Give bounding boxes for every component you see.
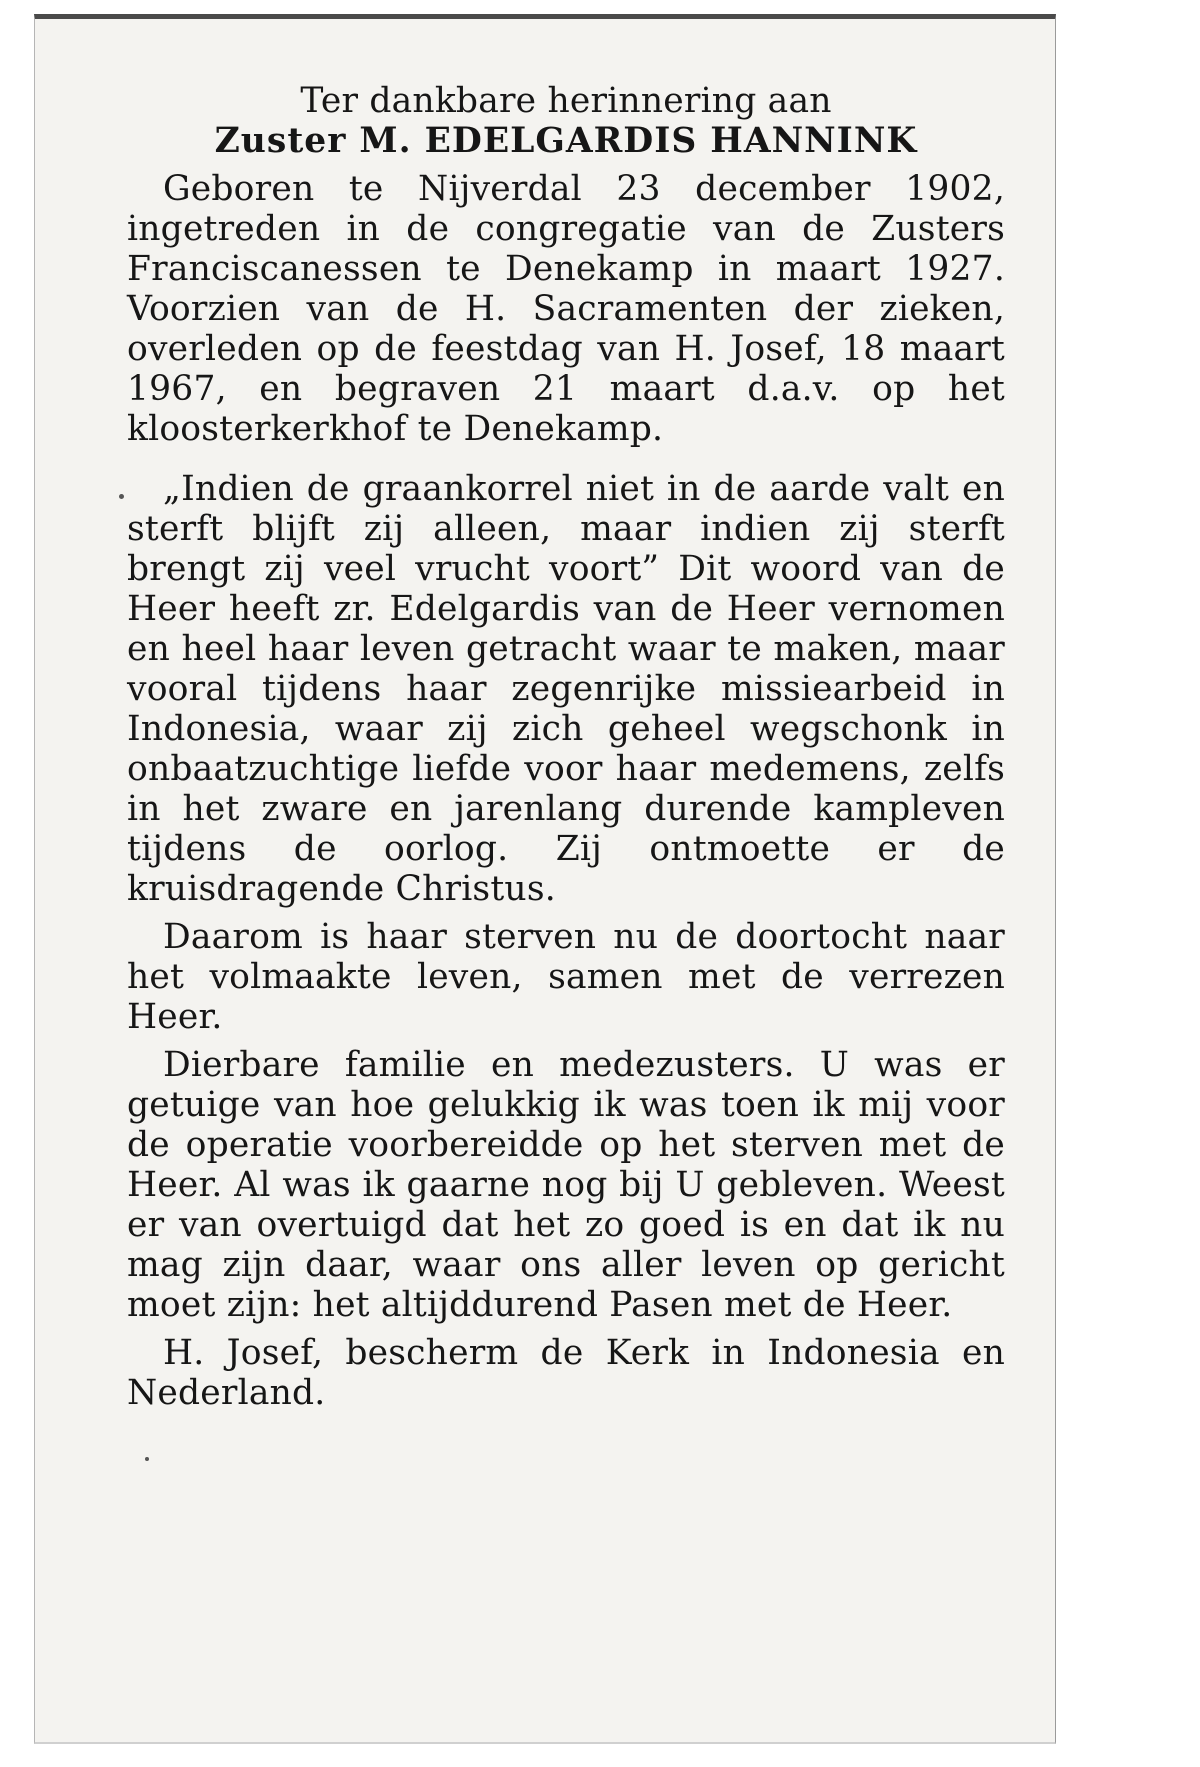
paragraph-passage: Daarom is haar sterven nu de doortocht naar het volmaakte leven, samen met de verrezen Heer. (127, 917, 1005, 1037)
heading-name: Zuster M. EDELGARDIS HANNINK (214, 121, 918, 161)
paragraph-farewell: Dierbare familie en medezusters. U was er getuige van hoe gelukkig ik was toen ik mij voor de operatie voorbereidde op het sterven met de Heer. Al was ik gaarne nog bij U gebleven. Weest er van overtuigd dat het zo goed is en dat ik nu mag zijn daar, waar ons aller leven op gericht moet zijn: het altijddurend Pasen met de Heer. (127, 1045, 1005, 1325)
print-speck (145, 1457, 149, 1461)
print-speck (119, 494, 124, 499)
paragraph-scripture: „Indien de graankorrel niet in de aarde valt en sterft blijft zij alleen, maar indien zij sterft brengt zij veel vrucht voort” Dit woord van de Heer heeft zr. Edelgardis van de Heer vernomen en heel haar leven getracht waar te maken, maar vooral tijdens haar zegenrijke missiearbeid in Indonesia, waar zij zich geheel wegschonk in onbaatzuchtige liefde voor haar medemens, zelfs in het zware en jarenlang durende kampleven tijdens de oorlog. Zij ontmoette er de kruisdragende Christus. (127, 469, 1005, 909)
paragraph-prayer: H. Josef, bescherm de Kerk in Indonesia en Nederland. (127, 1333, 1005, 1413)
paragraph-biography: Geboren te Nijverdal 23 december 1902, ingetreden in de congregatie van de Zusters Franciscanessen te Denekamp in maart 1927. Voorzien van de H. Sacramenten der zieken, overleden op de feestdag van H. Josef, 18 maart 1967, en begraven 21 maart d.a.v. op het kloosterkerkhof te Denekamp. (127, 169, 1005, 449)
memorial-card (34, 14, 1056, 1744)
card-text (127, 81, 1005, 1413)
heading-dedication: Ter dankbare herinnering aan (300, 81, 832, 121)
